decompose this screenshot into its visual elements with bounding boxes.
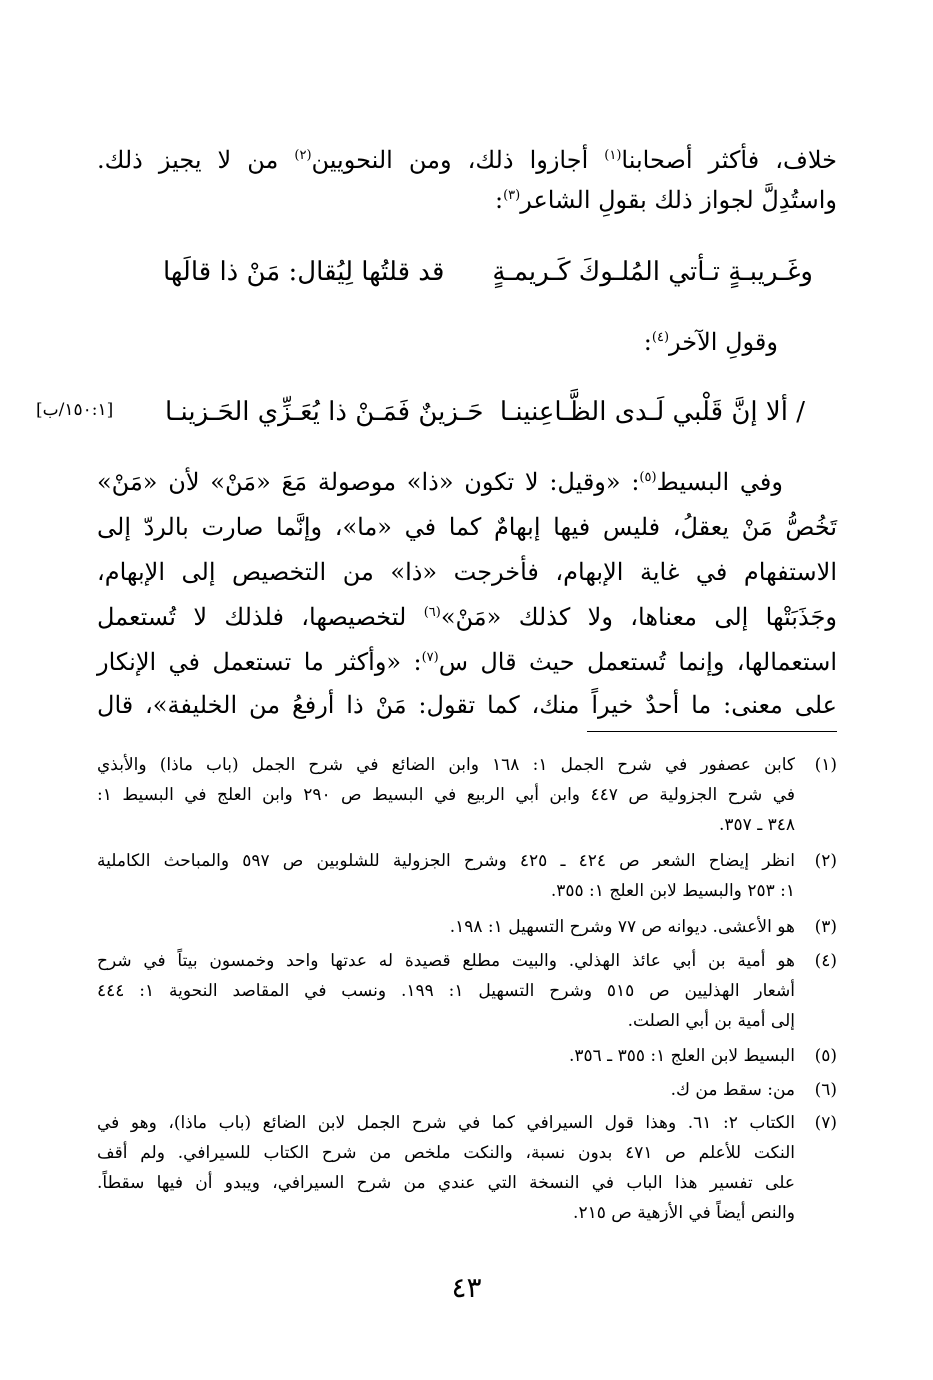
text-run: : «وقيل: لا تكون «ذا» موصولة مَعَ «مَنْ» لأن «مَنْ» — [97, 468, 640, 496]
footnote-ref-6[interactable]: (٦) — [423, 605, 441, 620]
body-line-2 — [495, 180, 837, 220]
text-run: خلاف، فأكثر أصحابنا — [621, 146, 838, 174]
body-line-5: الاستفهام في غاية الإبهام، فأخرجت «ذا» من التخصيص إلى الإبهام، — [97, 558, 837, 586]
footnote-number: (٢) — [814, 851, 837, 871]
footnote-number: (٥) — [814, 1046, 837, 1066]
manuscript-page-ref: [١٥٠:١/ب] — [36, 400, 114, 420]
text-run: وجَذَبَتْها إلى معناها، ولا كذلك «مَنْ» — [440, 603, 837, 631]
verse1-second-hemistich: قد قلتُها لِيُقال: مَنْ ذا قالَها — [163, 257, 445, 287]
page-number: ٤٣ — [451, 1271, 482, 1304]
footnote-line: إلى أمية بن أبي الصلت. — [627, 1011, 795, 1031]
footnote-line: الكتاب ٢: ٦١. وهذا قول السيرافي كما في شرح الجمل لابن الضائع (باب ماذا)، وهو في — [97, 1113, 796, 1133]
footnote-line: ٣٤٨ ـ ٣٥٧. — [718, 815, 795, 835]
verse2-second-hemistich: حَـزينٌ فَمَـنْ ذا يُعَـزِّي الحَـزينـا — [165, 397, 484, 427]
text-run: وقولِ الآخر — [669, 328, 778, 356]
footnote-7 — [97, 1108, 837, 1228]
footnote-number: (١) — [814, 755, 837, 775]
footnote-number: (٣) — [814, 917, 837, 937]
footnote-2 — [97, 846, 837, 906]
text-run: من لا يجيز ذلك. — [97, 146, 295, 174]
footnote-line: والنص أيضاً في الأزهية ص ٢١٥. — [573, 1203, 795, 1223]
footnote-line: كابن عصفور في شرح الجمل ١: ١٦٨ وابن الضائع في شرح الجمل (باب ماذا) والأبذي — [97, 755, 795, 775]
text-run: أجازوا ذلك، ومن النحويين — [311, 146, 605, 174]
footnote-3 — [97, 912, 837, 942]
verse2-first-hemistich: / ألا إنَّ قَلْبي لَـدى الظَّـاعِنينـا — [499, 397, 805, 427]
footnote-line: هو أمية بن أبي عائذ الهذلي. والبيت مطلع قصيدة له عدتها واحد وخمسون بيتاً في شرح — [97, 951, 796, 971]
footnote-number: (٤) — [814, 951, 837, 971]
footnote-divider — [587, 731, 837, 732]
body-line-8: على معنى: ما أحدٌ خيراً منك، كما تقول: مَنْ ذا أرفعُ من الخليفة»، قال — [97, 691, 837, 719]
footnote-line: البسيط لابن العلج ١: ٣٥٥ ـ ٣٥٦. — [568, 1046, 795, 1066]
text-run: : — [494, 186, 504, 214]
footnote-line: انظر إيضاح الشعر ص ٤٢٤ ـ ٤٢٥ وشرح الجزولية للشلوبين ص ٥٩٧ والمباحث الكاملية — [97, 851, 795, 871]
footnote-line: في شرح الجزولية ص ٤٤٧ وابن أبي الربيع في البسيط ص ٢٩٠ وابن العلج في البسيط ١: — [97, 785, 796, 805]
verse2-intro — [644, 322, 778, 362]
body-line-4: تَخُصُّ مَنْ يعقلُ، فليس فيها إبهامٌ كما في «ما»، وإنَّما صارت بالردّ إلى — [97, 513, 837, 541]
body-line-1 — [97, 140, 837, 180]
text-run: واستُدِلَّ لجواز ذلك بقولِ الشاعر — [520, 186, 837, 214]
body-line-7 — [97, 642, 837, 682]
footnote-line: النكت للأعلم ص ٤٧١ بدون نسبة، والنكت ملخص من شرح الكتاب للسيرافي. ولم أقف — [97, 1143, 795, 1163]
footnote-number: (٧) — [814, 1113, 837, 1133]
footnote-ref-7[interactable]: (٧) — [421, 650, 439, 665]
body-line-3 — [97, 462, 783, 502]
footnote-5 — [97, 1041, 837, 1071]
text-run: استعمالها، وإنما تُستعمل حيث قال س — [438, 648, 837, 676]
footnote-line: على تفسير هذا الباب في النسخة التي عندي من شرح السيرافي، ويبدو أن فيها سقطاً. — [97, 1173, 795, 1193]
footnote-1 — [97, 750, 837, 840]
footnote-line: أشعار الهذليين ص ٥١٥ وشرح التسهيل ١: ١٩٩. ونسب في المقاصد النحوية ١: ٤٤٤ — [97, 981, 795, 1001]
footnote-ref-1[interactable]: (١) — [604, 148, 622, 163]
verse1-first-hemistich: وغَـريبـةٍ تـأتي المُلـوكَ كَـريمـةٍ — [492, 257, 813, 287]
footnote-line: هو الأعشى. ديوانه ص ٧٧ وشرح التسهيل ١: ١٩٨. — [449, 917, 795, 937]
footnote-6 — [97, 1075, 837, 1105]
footnote-4 — [97, 946, 837, 1036]
text-run: : — [643, 328, 652, 356]
footnote-ref-4[interactable]: (٤) — [651, 330, 670, 345]
footnote-ref-2[interactable]: (٢) — [294, 148, 312, 163]
text-run: وفي البسيط — [656, 468, 783, 496]
footnote-number: (٦) — [814, 1080, 837, 1100]
body-line-6 — [97, 597, 837, 637]
footnote-line: ١: ٢٥٣ والبسيط لابن العلج ١: ٣٥٥. — [550, 881, 795, 901]
text-run: : «وأكثر ما تستعمل في الإنكار — [97, 648, 422, 676]
footnote-line: من: سقط من ك. — [670, 1080, 795, 1100]
footnote-ref-3[interactable]: (٣) — [503, 188, 521, 203]
footnote-ref-5[interactable]: (٥) — [639, 470, 657, 485]
text-run: لتخصيصها، فلذلك لا تُستعمل — [97, 603, 424, 631]
